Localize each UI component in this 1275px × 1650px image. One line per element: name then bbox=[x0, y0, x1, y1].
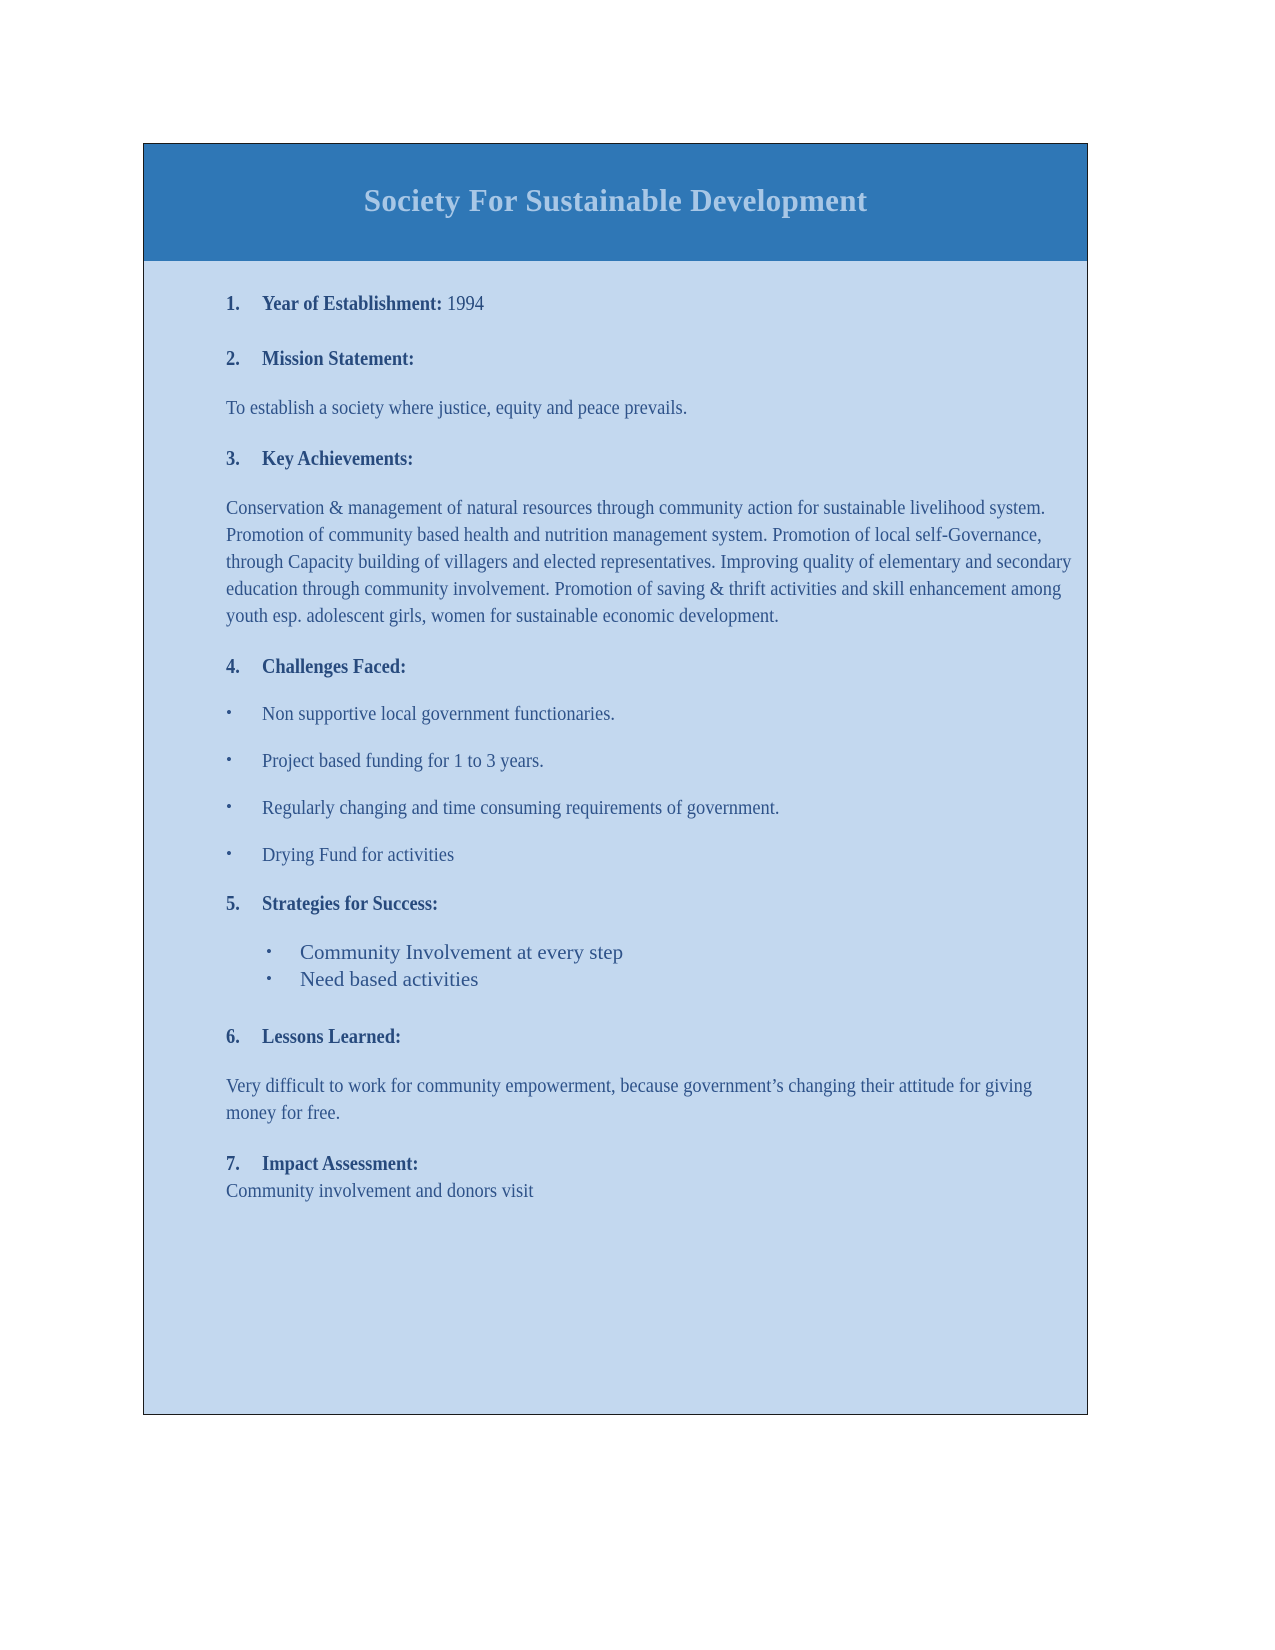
section-number-2: 2. bbox=[226, 346, 240, 370]
spacer bbox=[226, 916, 1067, 940]
strategy-text-2: Need based activities bbox=[300, 967, 479, 992]
section-number-1: 1. bbox=[226, 291, 240, 315]
bullet-icon: • bbox=[226, 844, 232, 864]
key-achievements-paragraph: Conservation & management of natural resources through community action for sustainable livelihood system. Promotion of community based health and nutrition management system. Promotion of local self-Governance, through Capacity building of villagers and elected representatives. Improving quality of elementary and secondary education through community involvement. Promotion of saving & thrift activities and skill enhancement among youth esp. adolescent girls, women for sustainable economic development. bbox=[226, 497, 1072, 628]
list-item bbox=[226, 703, 1067, 726]
spacer bbox=[226, 316, 1067, 346]
section-heading-4: Challenges Faced: bbox=[262, 654, 407, 679]
section-challenges-faced bbox=[226, 654, 1067, 679]
section-number-3: 3. bbox=[226, 446, 240, 471]
section-year-of-establishment bbox=[226, 291, 1067, 316]
spacer bbox=[226, 630, 1067, 654]
mission-statement-paragraph: To establish a society where justice, equity and peace prevails. bbox=[226, 397, 688, 419]
document-header-banner bbox=[144, 144, 1087, 261]
section-number-6: 6. bbox=[226, 1024, 240, 1049]
bullet-icon: • bbox=[226, 797, 232, 817]
list-item bbox=[226, 844, 1067, 867]
bullet-icon: • bbox=[226, 703, 232, 723]
list-item bbox=[266, 967, 1067, 992]
bullet-icon: • bbox=[226, 750, 232, 770]
challenge-text-1: Non supportive local government functionaries. bbox=[262, 703, 616, 726]
spacer bbox=[226, 422, 1067, 446]
section-1-value: 1994 bbox=[446, 291, 484, 315]
section-heading-6: Lessons Learned: bbox=[262, 1024, 402, 1049]
spacer bbox=[226, 1049, 1067, 1073]
spacer bbox=[226, 371, 1067, 395]
section-heading-1 bbox=[262, 291, 484, 316]
impact-assessment-paragraph: Community involvement and donors visit bbox=[226, 1180, 534, 1203]
section-number-5: 5. bbox=[226, 891, 240, 916]
spacer bbox=[226, 994, 1067, 1024]
challenge-text-4: Drying Fund for activities bbox=[262, 844, 455, 867]
section-heading-1-label: Year of Establishment: bbox=[262, 291, 443, 315]
list-item bbox=[266, 940, 1067, 965]
section-heading-3: Key Achievements: bbox=[262, 446, 414, 471]
spacer bbox=[226, 726, 1067, 750]
strategies-sublist bbox=[266, 940, 1067, 992]
section-key-achievements bbox=[226, 446, 1067, 471]
section-heading-2: Mission Statement: bbox=[262, 346, 415, 370]
spacer bbox=[226, 773, 1067, 797]
section-lessons-learned bbox=[226, 1024, 1067, 1049]
section-impact-assessment bbox=[226, 1151, 1067, 1176]
strategy-text-1: Community Involvement at every step bbox=[300, 940, 624, 965]
bullet-icon: • bbox=[266, 969, 272, 989]
section-number-4: 4. bbox=[226, 654, 240, 679]
section-strategies-for-success bbox=[226, 891, 1067, 916]
spacer bbox=[226, 867, 1067, 891]
section-heading-7: Impact Assessment: bbox=[262, 1151, 419, 1176]
challenge-text-2: Project based funding for 1 to 3 years. bbox=[262, 750, 544, 773]
spacer bbox=[226, 679, 1067, 703]
section-number-7: 7. bbox=[226, 1151, 240, 1176]
spacer bbox=[226, 820, 1067, 844]
spacer bbox=[226, 1127, 1067, 1151]
challenge-text-3: Regularly changing and time consuming requirements of government. bbox=[262, 797, 780, 820]
document-title: Society For Sustainable Development bbox=[363, 182, 868, 218]
lessons-learned-paragraph: Very difficult to work for community empowerment, because government’s changing their attitude for giving money for free. bbox=[226, 1075, 1033, 1125]
spacer bbox=[226, 471, 1067, 495]
section-heading-5: Strategies for Success: bbox=[262, 891, 439, 916]
bullet-icon: • bbox=[266, 942, 272, 962]
section-mission-statement bbox=[226, 346, 1067, 371]
list-item bbox=[226, 797, 1067, 820]
list-item bbox=[226, 750, 1067, 773]
document-card bbox=[143, 143, 1088, 1415]
document-body bbox=[144, 261, 1087, 1414]
